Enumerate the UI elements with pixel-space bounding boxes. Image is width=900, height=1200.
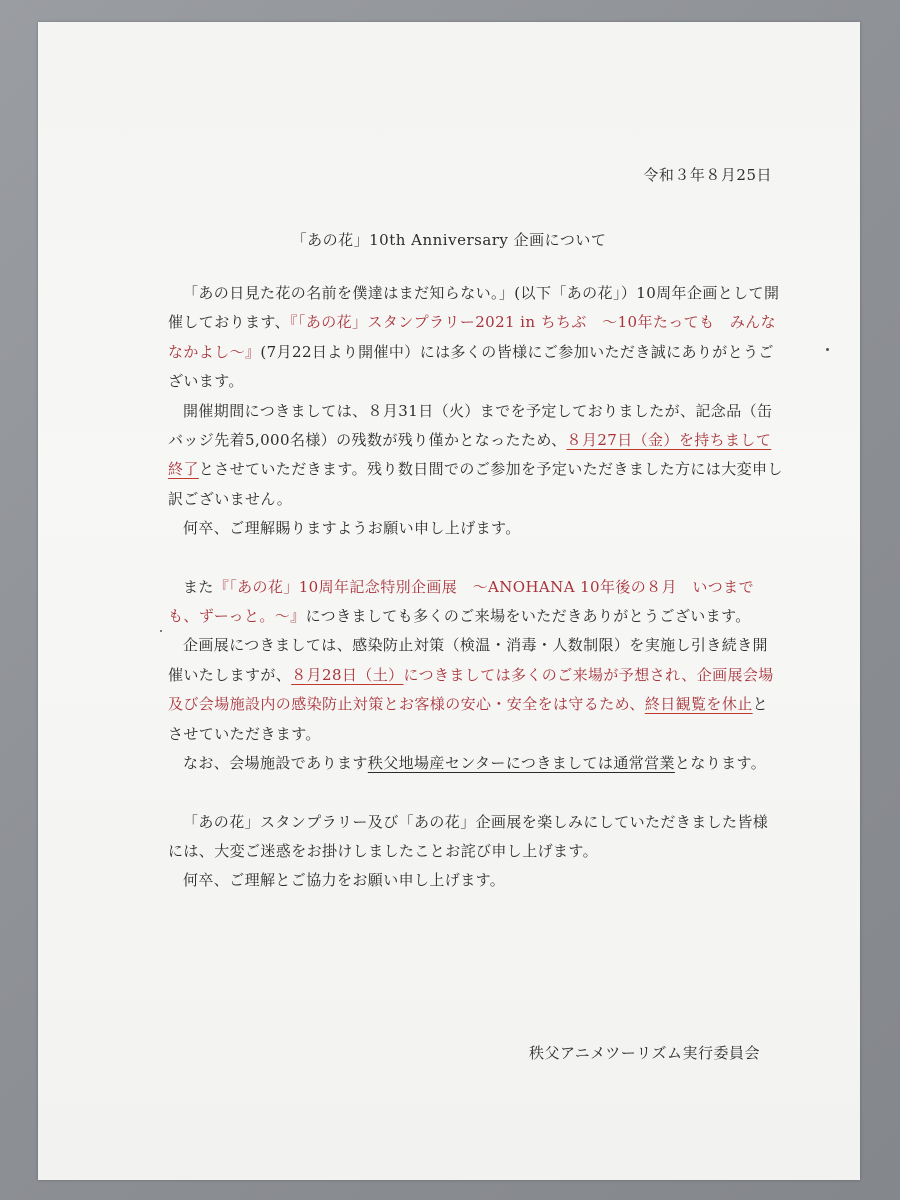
paragraph-apology: 「あの花」スタンプラリー及び「あの花」企画展を楽しみにしていただきました皆様には、大変ご迷惑をお掛けしましたことお詫び申し上げます。 [168, 812, 769, 860]
paper-speck [160, 630, 162, 632]
paragraph-exhibition-closure [168, 631, 783, 749]
paragraph-gap [168, 544, 783, 573]
paper-sheet [38, 22, 860, 1180]
stamp-rally-end-date: ８月27日（金）を持ちまして終了 [168, 431, 772, 479]
paragraph-gap [168, 779, 783, 808]
paragraph-text: (7月22日より開催中）には多くの皆様にご参加いただき誠にありがとうございます。 [168, 342, 774, 391]
paragraph-text: となります。 [674, 754, 767, 773]
paragraph-text: 開催期間につきましては、８月31日（火）までを予定しておりましたが、記念品（缶バッジ先着5,000名様）の残数が残り僅かとなったため、 [168, 401, 773, 450]
exhibition-closure-notice: 終日観覧を休止 [644, 695, 753, 714]
paragraph-text: とさせていただきます。残り数日間でのご参加を予定いただきました方には大変申し訳ございません。 [168, 460, 783, 508]
paragraph-venue-operation [168, 749, 783, 778]
document-date: 令和３年８月25日 [643, 166, 772, 184]
paragraph-exhibition-intro [168, 573, 783, 632]
venue-normal-operation: 秩父地場産センターにつきましては通常営業 [367, 754, 675, 773]
paragraph-text: 「あの日見た花の名前を僕達はまだ知らない。」(以下「あの花」）10周年企画として開催しております、 [168, 284, 780, 332]
paragraph-stamp-rally-end [168, 397, 783, 515]
exhibition-event-name: 『「あの花」10周年記念特別企画展 ～ANOHANA 10年後の８月 いつまでも、ずーっと。～』 [168, 577, 754, 626]
paragraph-text: とさせていただきます。 [168, 695, 769, 743]
exhibition-closure-date: ８月28日（土） [291, 665, 404, 684]
paragraph-text: 企画展につきましては、感染防止対策（検温・消毒・人数制限）を実施し引き続き開催いたしますが、 [168, 636, 768, 684]
paragraph-text: なお、会場施設であります [183, 754, 368, 773]
paragraph-request-understanding: 何卒、ご理解賜りますようお願い申し上げます。 [183, 519, 521, 538]
document-body [168, 279, 783, 896]
paragraph-text: また [183, 577, 214, 596]
paragraph-text: につきましても多くのご来場をいただきありがとうございます。 [305, 607, 751, 626]
signature-organization: 秩父アニメツーリズム実行委員会 [528, 1044, 760, 1062]
document-title: 「あの花」10th Anniversary 企画について [291, 231, 607, 249]
stamp-rally-event-name: 『「あの花」スタンプラリー2021 in ちちぶ ～10年たっても みんななかよし～』 [168, 313, 777, 361]
paragraph-closing-request: 何卒、ご理解とご協力をお願い申し上げます。 [183, 871, 506, 890]
paragraph-stamp-rally-intro [168, 279, 783, 397]
exhibition-closure-reason: につきましては多くのご来場が予想され、企画展会場及び会場施設内の感染防止対策とお客様の安心・安全をは守るため、 [168, 665, 774, 714]
paper-speck [826, 348, 829, 351]
